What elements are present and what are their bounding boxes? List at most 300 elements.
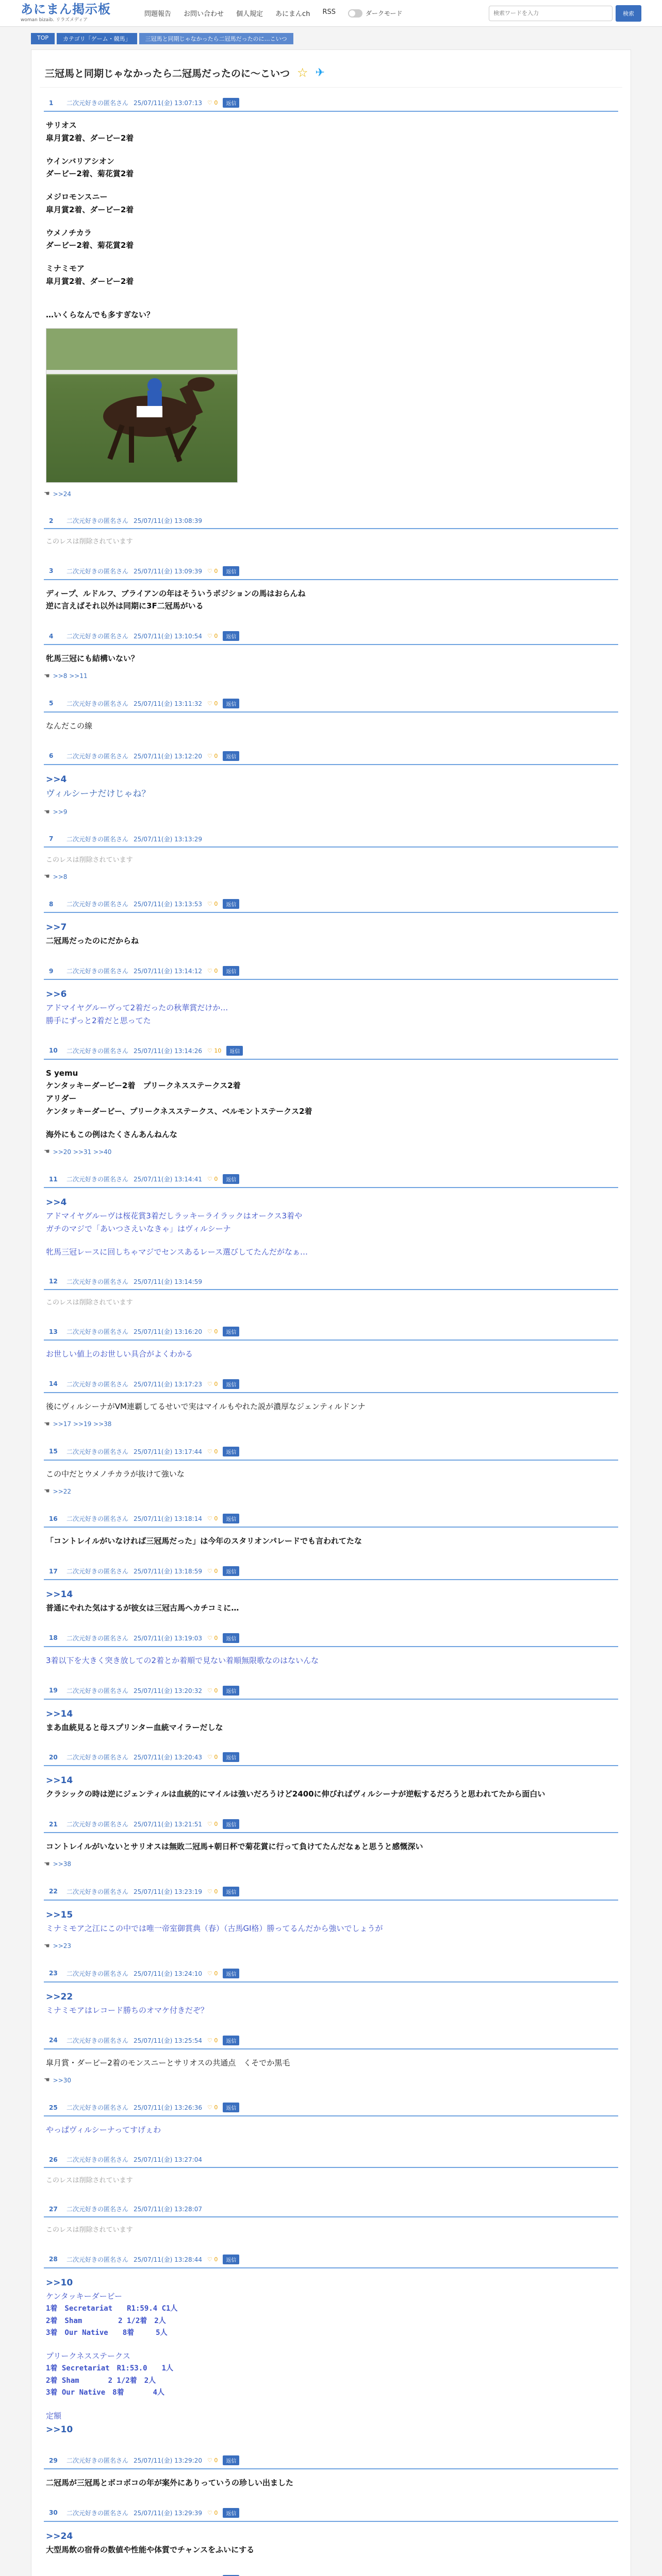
post (40, 1965, 622, 2025)
post-date: 25/07/11(金) 13:26:36 (134, 2104, 202, 2112)
poster-name: 二次元好きの匿名さん (67, 1970, 129, 1977)
good-count[interactable]: ♡ 0 (207, 1176, 218, 1183)
good-count[interactable]: ♡ 0 (207, 1970, 218, 1977)
reply-pointer-icon: ☚ (44, 808, 50, 816)
good-count[interactable]: ♡ 0 (207, 2509, 218, 2516)
post-list (40, 95, 622, 2576)
poster-name: 二次元好きの匿名さん (67, 1821, 129, 1828)
post-number[interactable]: 11 (49, 1175, 58, 1183)
reply-button[interactable]: 返信 (223, 1633, 239, 1643)
post-text-line: 大型馬飲の宿骨の数値や性能や体質でチャンスをふいにする (46, 2545, 255, 2554)
line-spacer (46, 2399, 616, 2410)
post-body (44, 580, 618, 613)
search-box (489, 6, 613, 21)
post (40, 2572, 622, 2576)
good-count[interactable]: ♡ 0 (207, 968, 218, 975)
post-header (44, 1043, 618, 1060)
post-number[interactable]: 27 (49, 2205, 58, 2213)
line-spacer (46, 288, 616, 298)
post-header (44, 1965, 618, 1982)
poster-name: 二次元好きの匿名さん (67, 1634, 129, 1642)
reply-refs (44, 808, 618, 816)
reply-ref-links[interactable]: >>8 >>11 (53, 672, 88, 680)
reply-pointer-icon: ☚ (44, 1420, 50, 1428)
nav-link-contact[interactable]: お問い合わせ (184, 10, 224, 18)
post-date: 25/07/11(金) 13:19:03 (134, 1634, 202, 1642)
reply-ref-links[interactable]: >>30 (53, 2076, 72, 2084)
post-number[interactable]: 5 (49, 700, 54, 707)
reply-pointer-icon: ☚ (44, 672, 50, 680)
dark-mode-label: ダークモード (365, 10, 403, 17)
reply-refs (44, 1860, 618, 1868)
breadcrumb (0, 27, 662, 44)
post-text-line[interactable]: >>4 (46, 1197, 67, 1208)
dark-mode-toggle[interactable] (348, 9, 362, 18)
good-count[interactable]: ♡ 0 (207, 1448, 218, 1455)
post-header (44, 1749, 618, 1766)
post-date: 25/07/11(金) 13:18:14 (134, 1515, 202, 1523)
good-count-value: 0 (214, 752, 218, 759)
reply-button[interactable]: 返信 (223, 1686, 239, 1696)
nav-link-rss[interactable]: RSS (322, 8, 336, 16)
post-text-line: 皐月賞2着、ダービー2着 (46, 205, 134, 214)
post-date: 25/07/11(金) 13:11:32 (134, 700, 202, 707)
reply-ref-links[interactable]: >>22 (53, 1487, 72, 1495)
poster-name: 二次元好きの匿名さん (67, 1568, 129, 1575)
line-spacer (46, 252, 616, 262)
post-text-line: 1着 Secretariat R1:53.0 1人 (46, 2364, 174, 2372)
nav-link-privacy[interactable]: 個人規定 (236, 10, 263, 18)
post-text-line: アドマイヤグルーヴって2着だったの秋華賞だけか… (46, 1003, 228, 1013)
post (40, 2452, 622, 2498)
good-count-value: 0 (214, 1328, 218, 1335)
post-text-line: 1着 Secretariat R1:59.4 C1人 (46, 2304, 178, 2313)
post-text-line: 牝馬三冠にも結構いない？ (46, 654, 139, 664)
reply-button[interactable]: 返信 (223, 631, 239, 641)
reply-ref-links[interactable]: >>17 >>19 >>38 (53, 1420, 112, 1428)
post-number[interactable]: 25 (49, 2104, 58, 2111)
post-header (44, 95, 618, 112)
poster-name: 二次元好きの匿名さん (67, 517, 129, 525)
poster-name: 二次元好きの匿名さん (67, 1687, 129, 1694)
post-body (44, 1393, 618, 1413)
good-count[interactable]: ♡ 0 (207, 1687, 218, 1694)
post-number[interactable]: 24 (49, 2037, 58, 2044)
reply-button[interactable]: 返信 (223, 566, 239, 576)
post-text-line: 二冠馬だったのにだからね (46, 936, 139, 946)
post-body (44, 713, 618, 733)
search-area (489, 5, 641, 22)
reply-refs (44, 873, 618, 880)
post-body (44, 2168, 618, 2186)
line-spacer (46, 145, 616, 155)
poster-name: 二次元好きの匿名さん (67, 2156, 129, 2164)
post-date: 25/07/11(金) 13:23:19 (134, 1888, 202, 1895)
post-text-line[interactable]: ヴィルシーナだけじゃね？ (46, 788, 151, 799)
post-text-line: 牝馬三冠レースに回しちゃマジでセンスあるレース選びしてたんだがなぁ… (46, 1247, 308, 1257)
post-number[interactable]: 2 (49, 517, 54, 524)
post (40, 2099, 622, 2145)
post-header (44, 2099, 618, 2116)
post-text-line[interactable]: >>4 (46, 774, 67, 785)
poster-name: 二次元好きの匿名さん (67, 1448, 129, 1455)
post-date: 25/07/11(金) 13:25:54 (134, 2037, 202, 2044)
thread-container (31, 49, 631, 2576)
good-count-value: 0 (214, 567, 218, 574)
post-text-line[interactable]: >>15 (46, 1909, 73, 1920)
reply-button[interactable]: 返信 (223, 699, 239, 708)
post-header (44, 1511, 618, 1528)
breadcrumb-category[interactable]: カテゴリ「ゲーム・競馬」 (57, 33, 137, 44)
poster-name: 二次元好きの匿名さん (67, 2037, 129, 2044)
poster-name: 二次元好きの匿名さん (67, 1328, 129, 1336)
post-date: 25/07/11(金) 13:17:23 (134, 1380, 202, 1388)
good-count[interactable]: ♡ 0 (207, 901, 218, 908)
post-number[interactable]: 10 (49, 1047, 58, 1055)
post-number[interactable]: 7 (49, 835, 54, 843)
post-text-line[interactable]: >>10 (46, 2424, 73, 2435)
post-text-line: 皐月賞2着、ダービー2着 (46, 276, 134, 286)
post (40, 748, 622, 824)
post-text-line: ガチのマジで「あいつさえいなきゃ」はヴィルシーナ (46, 1224, 231, 1234)
reply-ref-links[interactable]: >>23 (53, 1942, 72, 1950)
post-number[interactable]: 4 (49, 632, 54, 640)
reply-button[interactable]: 返信 (223, 1174, 239, 1184)
reply-button[interactable]: 返信 (223, 966, 239, 976)
header-nav (144, 8, 336, 18)
post-text-line: ディープ、ルドルフ、ブライアンの年はそういうポジションの馬はおらんね (46, 588, 306, 598)
post-text-line: 海外にもこの例はたくさんあんねんな (46, 1129, 178, 1139)
post-text-line: ダービー2着、菊花賞2着 (46, 241, 134, 250)
line-spacer (46, 1235, 616, 1246)
reply-button[interactable]: 返信 (223, 98, 239, 108)
post-body (44, 1766, 618, 1801)
post-text-line: このレスは削除されています (46, 2226, 133, 2234)
post-date: 25/07/11(金) 13:17:44 (134, 1448, 202, 1455)
post-body (44, 1528, 618, 1548)
post-body (44, 2522, 618, 2556)
post-body (44, 1290, 618, 1308)
post-text-line: ミナミモア (46, 264, 85, 273)
post-header (44, 832, 618, 848)
search-button[interactable]: 検索 (616, 5, 641, 22)
post-text-line: ダービー2着、菊花賞2着 (46, 169, 134, 179)
post-text-line[interactable]: >>22 (46, 1991, 73, 2002)
post (40, 1274, 622, 1316)
reply-pointer-icon: ☚ (44, 1860, 50, 1868)
post-text-line[interactable]: >>24 (46, 2531, 73, 2541)
post-text-line: このレスは削除されています (46, 856, 133, 864)
reply-button[interactable]: 返信 (223, 1566, 239, 1576)
good-count[interactable]: ♡ 0 (207, 2457, 218, 2464)
reply-ref-links[interactable]: >>38 (53, 1860, 72, 1868)
post-text-line: なんだこの線 (46, 721, 93, 731)
good-count-value: 0 (214, 2457, 218, 2464)
reply-button[interactable]: 返信 (223, 1887, 239, 1896)
post-text-line[interactable]: >>14 (46, 1589, 73, 1600)
poster-name: 二次元好きの匿名さん (67, 835, 129, 843)
post-date: 25/07/11(金) 13:14:41 (134, 1176, 202, 1183)
post-number[interactable]: 14 (49, 1380, 58, 1388)
post-body (44, 1461, 618, 1481)
post (40, 513, 622, 555)
good-count[interactable]: ♡ 0 (207, 2256, 218, 2263)
nav-link-animanch[interactable]: あにまんch (275, 10, 310, 18)
post-text-line: 普通にやれた気はするが彼女は三冠古馬へカチコミに… (46, 1603, 239, 1613)
breadcrumb-thread: 三冠馬と同期じゃなかったら二冠馬だったのに…こいつ (139, 33, 293, 44)
post-text-line: プリークネスステークス (46, 2351, 130, 2361)
reply-ref-links[interactable]: >>8 (53, 873, 68, 880)
logo-main-text: あにまん掲示板 (21, 3, 111, 16)
reply-pointer-icon: ☚ (44, 2076, 50, 2084)
reply-button[interactable]: 返信 (223, 1447, 239, 1456)
post-text-line[interactable]: >>6 (46, 989, 67, 1000)
post-text-line: ケンタッキーダービー (46, 2291, 123, 2301)
post-text-line: この中だとウメノチカラが抜けて強いな (46, 1469, 185, 1479)
reply-button[interactable]: 返信 (223, 1514, 239, 1523)
poster-name: 二次元好きの匿名さん (67, 2509, 129, 2517)
post-number[interactable]: 23 (49, 1970, 58, 1977)
post-text-line: アドマイヤグルーヴは桜花賞3着だしラッキーライラックはオークス3着や (46, 1211, 303, 1221)
post-text-line: このレスは削除されています (46, 2177, 133, 2185)
post-text-line: このレスは削除されています (46, 538, 133, 546)
good-count-value: 0 (214, 2256, 218, 2263)
post-text-line: 勝手にずっと2着だと思ってた (46, 1015, 151, 1025)
post-text-line: 3着以下を大きく突き放しての2着とか着順で見ない着順無限歌なのはないんな (46, 1655, 319, 1665)
good-count-value: 0 (214, 1821, 218, 1828)
reply-button[interactable]: 返信 (223, 2255, 239, 2264)
nav-link-report[interactable]: 問題報告 (144, 10, 172, 18)
post-number[interactable]: 1 (49, 99, 54, 107)
good-count[interactable]: ♡ 0 (207, 1380, 218, 1387)
good-count-value: 0 (214, 633, 218, 640)
post-date: 25/07/11(金) 13:29:39 (134, 2509, 202, 2517)
post-date: 25/07/11(金) 13:13:53 (134, 901, 202, 908)
good-count[interactable]: ♡ 0 (207, 1634, 218, 1641)
post-number[interactable]: 9 (49, 967, 54, 975)
good-count[interactable]: ♡ 0 (207, 1515, 218, 1522)
good-count[interactable]: ♡ 0 (207, 2037, 218, 2044)
reply-button[interactable]: 返信 (223, 2455, 239, 2465)
post (40, 963, 622, 1036)
good-count[interactable]: ♡ 0 (207, 567, 218, 574)
reply-button[interactable]: 返信 (223, 2036, 239, 2045)
post-number[interactable]: 21 (49, 1820, 58, 1828)
post (40, 1816, 622, 1876)
good-count[interactable]: ♡ 0 (207, 2104, 218, 2111)
favorite-star-icon[interactable]: ☆ (297, 65, 308, 80)
site-logo[interactable] (21, 4, 129, 23)
post-number[interactable]: 17 (49, 1567, 58, 1575)
good-count[interactable]: ♡ 0 (207, 700, 218, 707)
post-number[interactable]: 22 (49, 1888, 58, 1895)
post-number[interactable]: 12 (49, 1278, 58, 1285)
reply-ref-links[interactable]: >>24 (53, 490, 72, 498)
good-count-value: 0 (214, 1687, 218, 1694)
post-text-line: S yemu (46, 1068, 78, 1078)
post-text-line: このレスは削除されています (46, 1298, 133, 1307)
post-text-line: ケンタッキーダービー2着 プリークネスステークス2着 (46, 1081, 241, 1091)
post-number[interactable]: 16 (49, 1515, 58, 1522)
good-count-value: 0 (214, 1176, 218, 1183)
reply-button[interactable]: 返信 (223, 751, 239, 761)
post-date: 25/07/11(金) 13:18:59 (134, 1568, 202, 1575)
post-header (44, 2152, 618, 2168)
poster-name: 二次元好きの匿名さん (67, 752, 129, 760)
top-navigation-bar (0, 0, 662, 27)
breadcrumb-top[interactable]: TOP (31, 33, 55, 44)
post-date: 25/07/11(金) 13:24:10 (134, 1970, 202, 1977)
post-text-line: ウメノチカラ (46, 228, 92, 238)
post-text-line: アリダー (46, 1094, 77, 1104)
post-header (44, 2251, 618, 2268)
reply-button[interactable]: 返信 (223, 899, 239, 909)
post-text-line[interactable]: >>14 (46, 1775, 73, 1786)
post (40, 2505, 622, 2565)
post-text-line[interactable]: >>10 (46, 2277, 73, 2288)
post-text-line: お世しい値上のお世しい具合がよくわかる (46, 1349, 193, 1359)
post (40, 563, 622, 621)
post-date: 25/07/11(金) 13:14:12 (134, 968, 202, 975)
reply-button[interactable]: 返信 (223, 2103, 239, 2112)
reply-refs (44, 1148, 618, 1156)
post-number[interactable]: 8 (49, 900, 54, 908)
reply-pointer-icon: ☚ (44, 490, 50, 498)
post-number[interactable]: 13 (49, 1328, 58, 1335)
post (40, 1444, 622, 1504)
post (40, 1171, 622, 1266)
poster-name: 二次元好きの匿名さん (67, 1515, 129, 1523)
post-text-line: 二冠馬が三冠馬とボコボコの年が案外にありっていうの珍しい出ました (46, 2478, 294, 2488)
reply-button[interactable]: 返信 (223, 1819, 239, 1829)
good-count-value: 0 (214, 1754, 218, 1761)
reply-refs (44, 2076, 618, 2084)
post-number[interactable]: 29 (49, 2456, 58, 2464)
post-number[interactable]: 15 (49, 1448, 58, 1455)
post (40, 832, 622, 889)
post-number[interactable]: 30 (49, 2509, 58, 2517)
post-text-line: ミナミモアはレコード勝ちのオマケ付きだぞ？ (46, 2005, 209, 2015)
post-body (44, 1060, 618, 1141)
post (40, 628, 622, 688)
reply-button[interactable]: 返信 (223, 1969, 239, 1978)
post-header (44, 2452, 618, 2469)
reply-ref-links[interactable]: >>9 (53, 808, 68, 816)
post (40, 2201, 622, 2244)
line-spacer (46, 298, 616, 309)
reply-button[interactable]: 返信 (223, 2508, 239, 2518)
good-count[interactable]: ♡ 0 (207, 752, 218, 759)
good-count-value: 0 (214, 1568, 218, 1575)
post-body (44, 765, 618, 801)
post-text-line[interactable]: >>7 (46, 922, 67, 933)
reply-button[interactable]: 返信 (226, 1046, 243, 1056)
post (40, 1324, 622, 1369)
post-body (44, 1188, 618, 1258)
twitter-share-icon[interactable]: ✈ (315, 66, 325, 79)
good-count-value: 0 (214, 968, 218, 975)
post-text-line: 定額 (46, 2411, 62, 2421)
post-number[interactable]: 19 (49, 1687, 58, 1694)
post-number[interactable]: 26 (49, 2156, 58, 2163)
good-count[interactable]: ♡ 0 (207, 1888, 218, 1895)
post-text-line: 皐月賞・ダービー2着のモンスニーとサリオスの共通点 くそでか黒毛 (46, 2058, 290, 2067)
post-date: 25/07/11(金) 13:07:13 (134, 99, 202, 107)
search-input[interactable] (493, 10, 597, 16)
post-body (44, 1833, 618, 1853)
post-header (44, 1171, 618, 1188)
post-number[interactable]: 18 (49, 1634, 58, 1642)
post-text-line: メジロモンスニー (46, 192, 108, 201)
good-count[interactable]: ♡ 10 (207, 1047, 222, 1054)
reply-pointer-icon: ☚ (44, 1942, 50, 1950)
post-date: 25/07/11(金) 13:14:26 (134, 1047, 202, 1055)
post-header (44, 2505, 618, 2522)
reply-button[interactable]: 返信 (223, 1379, 239, 1389)
post-date: 25/07/11(金) 13:20:32 (134, 1687, 202, 1694)
post-header (44, 2572, 618, 2576)
good-count[interactable]: ♡ 0 (207, 1754, 218, 1761)
post-text-line: まあ血統見ると母スプリンター血統マイラーだしな (46, 1722, 223, 1732)
post-number[interactable]: 20 (49, 1753, 58, 1761)
post-header (44, 1563, 618, 1580)
poster-name: 二次元好きの匿名さん (67, 567, 129, 575)
poster-name: 二次元好きの匿名さん (67, 700, 129, 707)
reply-refs (44, 672, 618, 680)
good-count[interactable]: ♡ 0 (207, 633, 218, 640)
post-header (44, 1683, 618, 1700)
good-count[interactable]: ♡ 0 (207, 1568, 218, 1575)
post-number[interactable]: 6 (49, 752, 54, 760)
post (40, 1884, 622, 1958)
post-date: 25/07/11(金) 13:13:29 (134, 835, 202, 843)
line-spacer (46, 1118, 616, 1128)
reply-ref-links[interactable]: >>20 >>31 >>40 (53, 1148, 112, 1156)
thread-title-row (40, 56, 622, 88)
racehorse-photo[interactable] (46, 328, 238, 483)
post-header (44, 1274, 618, 1290)
post-header (44, 1884, 618, 1901)
post-body (44, 2116, 618, 2137)
poster-name: 二次元好きの匿名さん (67, 1047, 129, 1055)
poster-name: 二次元好きの匿名さん (67, 633, 129, 640)
post-header (44, 513, 618, 529)
post-number[interactable]: 28 (49, 2256, 58, 2263)
post-text-line[interactable]: >>14 (46, 1708, 73, 1719)
good-count[interactable]: ♡ 0 (207, 1328, 218, 1335)
reply-button[interactable]: 返信 (223, 1752, 239, 1762)
post-header (44, 1444, 618, 1461)
good-count-value: 0 (214, 1634, 218, 1641)
post (40, 1749, 622, 1809)
good-count[interactable]: ♡ 0 (207, 99, 218, 106)
post-text-line: 後にヴィルシーナがVM連覇してるせいで実はマイルもやれた説が濃厚なジェンティルドンナ (46, 1401, 366, 1411)
post-text-line: 「コントレイルがいなければ三冠馬だった」は今年のスタリオンパレードでも言われてたな (46, 1536, 362, 1546)
post-header (44, 748, 618, 765)
post-body (44, 913, 618, 947)
reply-button[interactable]: 返信 (223, 1327, 239, 1336)
post-header (44, 896, 618, 913)
post-text-line: サリオス (46, 121, 77, 130)
good-count[interactable]: ♡ 0 (207, 1821, 218, 1828)
poster-name: 二次元好きの匿名さん (67, 901, 129, 908)
post-date: 25/07/11(金) 13:10:54 (134, 633, 202, 640)
post-text-line: ケンタッキーダービー、プリークネスステークス、ベルモントステークス2着 (46, 1106, 312, 1116)
post-number[interactable]: 3 (49, 567, 54, 575)
poster-name: 二次元好きの匿名さん (67, 2256, 129, 2263)
post (40, 1683, 622, 1742)
post (40, 2152, 622, 2194)
